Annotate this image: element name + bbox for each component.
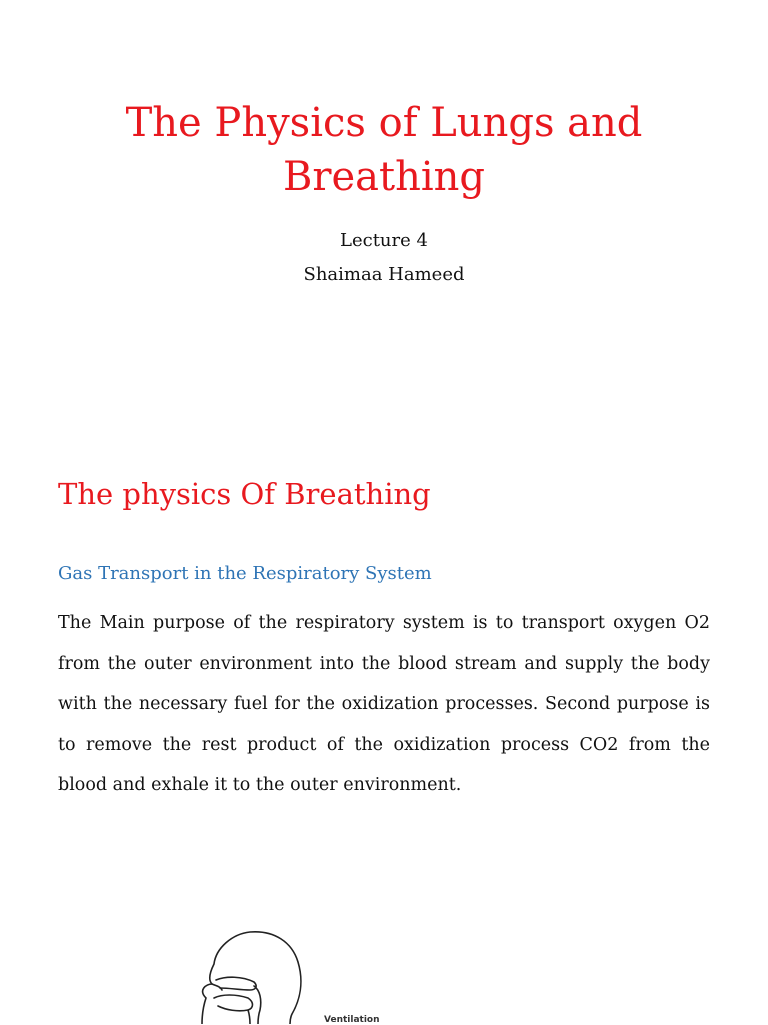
title-line-2: Breathing	[282, 154, 486, 200]
head-anatomy-figure	[150, 920, 410, 1024]
nose-outline	[212, 984, 222, 990]
subheading: Gas Transport in the Respiratory System	[58, 563, 432, 584]
figure-label: Ventilation	[324, 1015, 380, 1025]
lecture-number: Lecture 4	[340, 230, 428, 251]
section-heading: The physics Of Breathing	[58, 477, 431, 511]
head-outline	[202, 932, 301, 1024]
nasal-cavity	[216, 977, 256, 990]
pharynx	[254, 986, 261, 1024]
title-line-1: The Physics of Lungs and	[125, 100, 643, 146]
body-paragraph: The Main purpose of the respiratory system is to transport oxygen O2 from the outer environment into the blood stream and supply the body with the necessary fuel for the oxidization processes. Second purpose is to remove the rest product of the oxidization process CO2 from the blood and exhale it to the outer environment.	[58, 613, 710, 795]
author-name: Shaimaa Hameed	[303, 264, 465, 285]
oral-cavity	[214, 995, 253, 1011]
document-title	[0, 96, 768, 204]
